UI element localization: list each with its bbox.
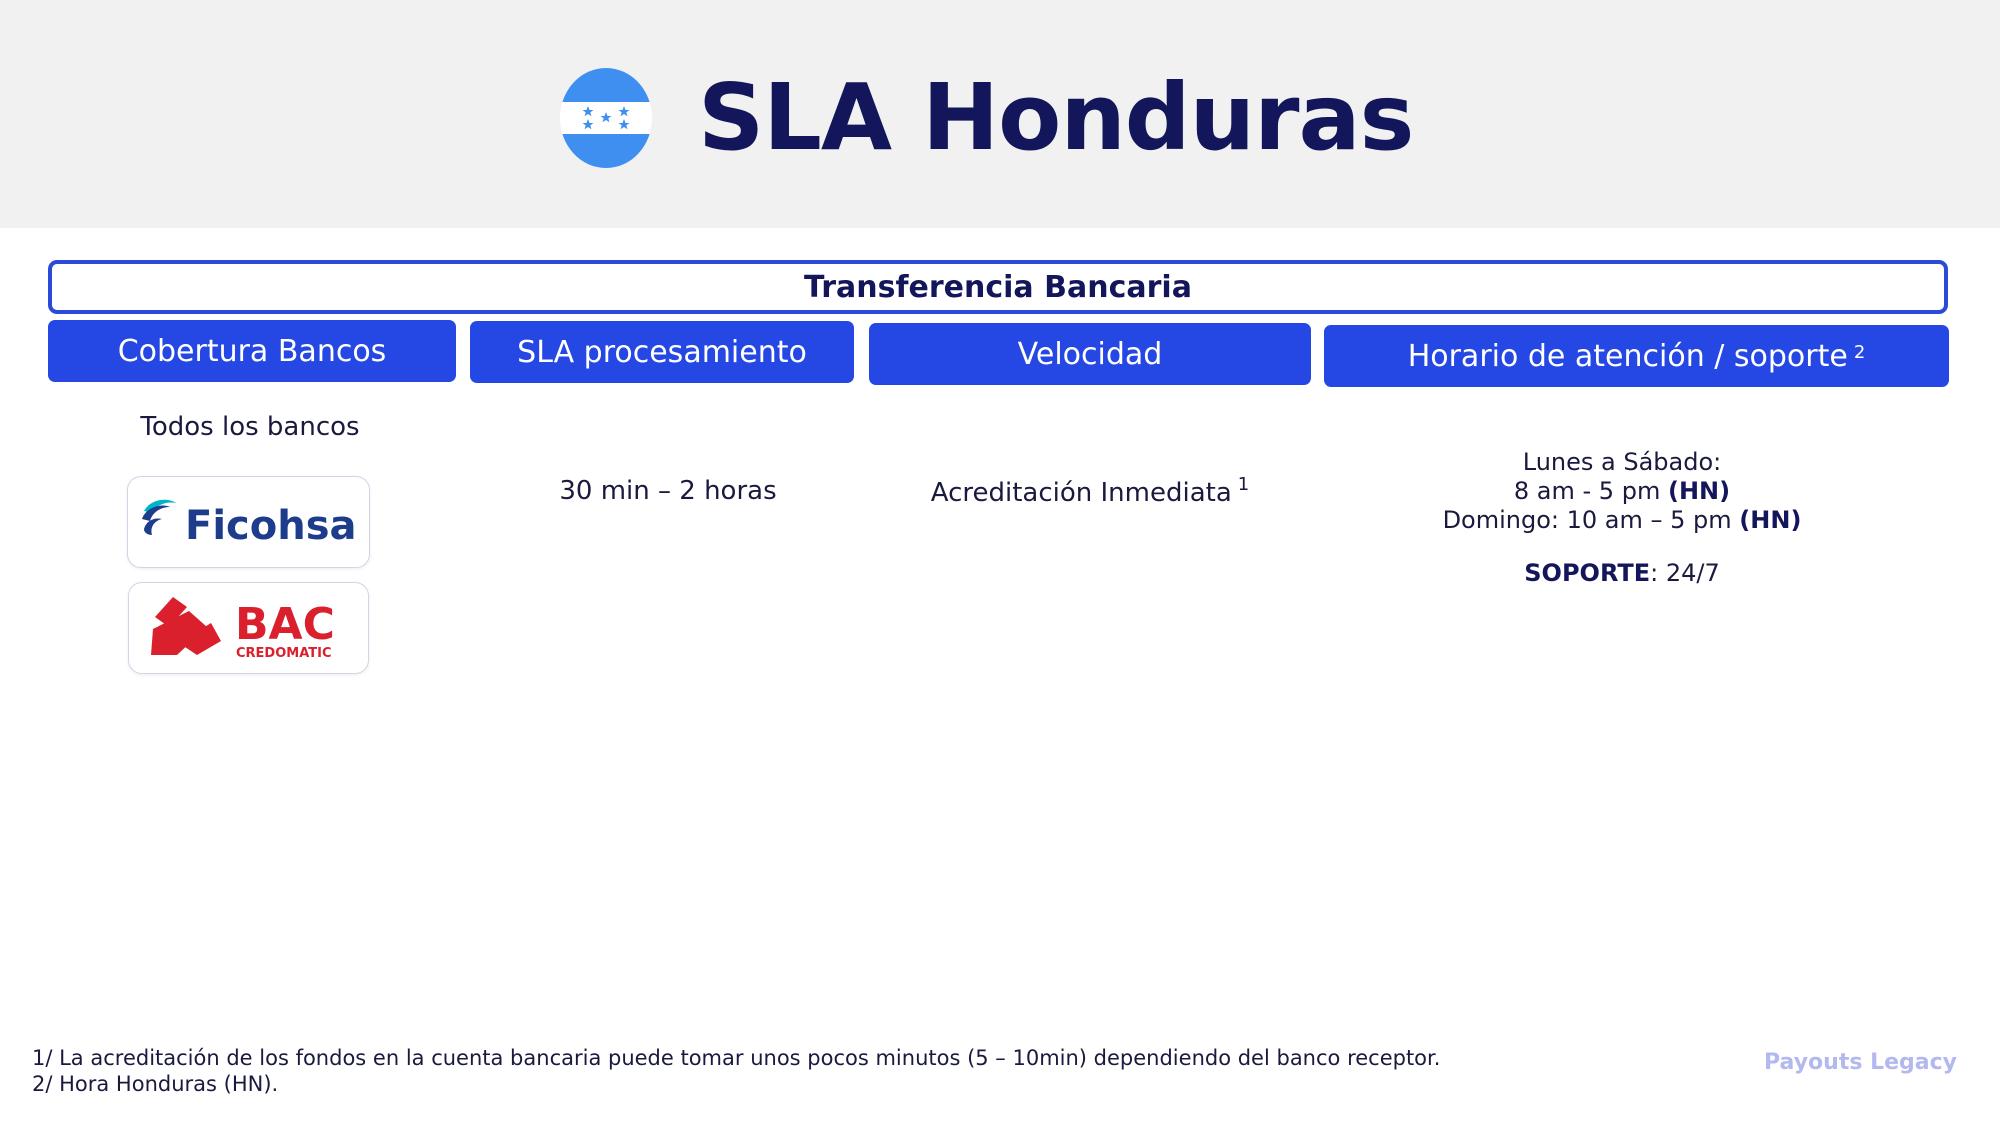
header-banner: [0, 0, 2000, 228]
footnote-marker: 1: [1237, 474, 1250, 495]
coverage-text: Todos los bancos: [140, 412, 360, 442]
page-title: SLA Honduras: [698, 64, 1414, 171]
support-row: [1322, 559, 1922, 588]
svg-text:Ficohsa: Ficohsa: [185, 503, 357, 549]
column-header-schedule: [1324, 325, 1949, 387]
footnote-1: 1/ La acreditación de los fondos en la cuenta bancaria puede tomar unos pocos minutos (5 – 10min) dependiendo del banco receptor.: [32, 1046, 1441, 1070]
speed-text: [880, 474, 1300, 508]
column-header-coverage: [48, 320, 456, 382]
column-header-label: Velocidad: [1017, 336, 1163, 372]
processing-time-text: 30 min – 2 horas: [559, 476, 777, 506]
ficohsa-logo-card: [127, 476, 370, 568]
footnote-marker: 2: [1853, 341, 1866, 363]
speed-label: Acreditación Inmediata: [930, 478, 1232, 508]
sunday-zone: (HN): [1739, 506, 1802, 534]
footnotes: [32, 1045, 1440, 1097]
footnote-2: 2/ Hora Honduras (HN).: [32, 1072, 279, 1096]
weekday-label: Lunes a Sábado:: [1522, 448, 1722, 476]
support-value: : 24/7: [1650, 559, 1720, 587]
bac-logo-card: [128, 582, 369, 674]
honduras-flag-icon: [560, 68, 652, 168]
sunday-hours-row: [1322, 506, 1922, 535]
schedule-block: [1322, 448, 1922, 588]
svg-text:BAC: BAC: [235, 599, 335, 650]
sunday-hours: Domingo: 10 am – 5 pm: [1442, 506, 1732, 534]
column-header-label: SLA procesamiento: [517, 334, 807, 370]
weekday-hours-row: [1322, 477, 1922, 506]
column-header-label: Horario de atención / soporte: [1407, 338, 1848, 374]
support-label: SOPORTE: [1524, 559, 1651, 587]
weekday-zone: (HN): [1667, 477, 1731, 505]
section-title: Transferencia Bancaria: [48, 260, 1948, 314]
svg-text:CREDOMATIC: CREDOMATIC: [236, 646, 332, 661]
bac-credomatic-logo-icon: [129, 583, 370, 675]
weekday-hours: 8 am - 5 pm: [1513, 477, 1661, 505]
brand-label: Payouts Legacy: [1764, 1050, 1958, 1075]
column-header-processing: [470, 321, 854, 383]
column-header-label: Cobertura Bancos: [117, 333, 387, 369]
ficohsa-logo-icon: [128, 477, 371, 569]
column-header-speed: [869, 323, 1311, 385]
